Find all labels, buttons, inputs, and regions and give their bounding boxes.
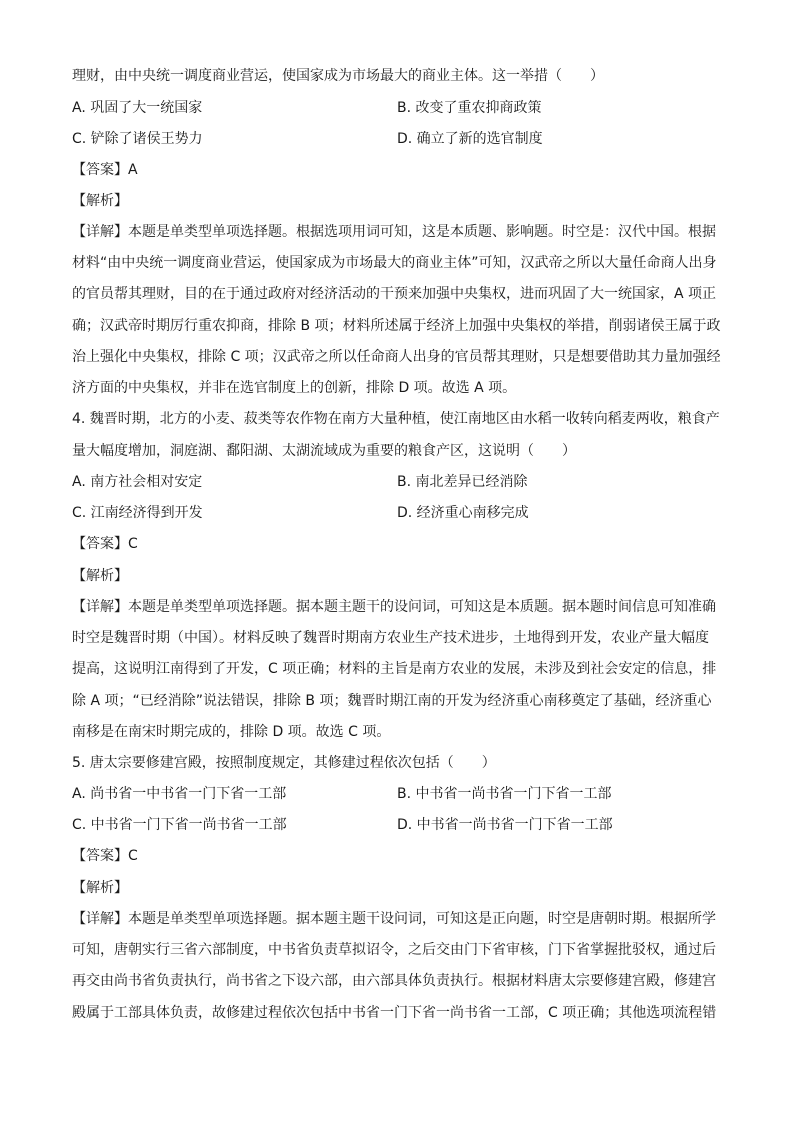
q5-option-d: D. 中书省一尚书省一门下省一工部 (397, 817, 613, 833)
q5-detail-line: 殿属于工部具体负责，故修建过程依次包括中书省一门下省一尚书省一工部，C 项正确；其他选项流程错 (72, 1005, 717, 1021)
q3-analysis-title: 【解析】 (72, 193, 128, 209)
q3-detail-line: 治上强化中央集权，排除 C 项；汉武帝之所以任命商人出身的官员帮其理财，只是想要借助其力量加强经 (72, 349, 721, 365)
q3-detail-line: 【详解】本题是单类型单项选择题。根据选项用词可知，这是本质题、影响题。时空是：汉代中国。根据 (72, 224, 716, 240)
q3-stem-tail: 理财，由中央统一调度商业营运，使国家成为市场最大的商业主体。这一举措（ ） (72, 68, 604, 84)
q5-stem: 5. 唐太宗要修建宫殿，按照制度规定，其修建过程依次包括（ ） (72, 755, 496, 771)
q3-option-d: D. 确立了新的选官制度 (397, 131, 543, 147)
q4-option-a: A. 南方社会相对安定 (72, 474, 203, 490)
q4-detail-line: 提高，这说明江南得到了开发，C 项正确；材料的主旨是南方农业的发展，未涉及到社会安定的信息，排 (72, 661, 717, 677)
q3-detail-line: 确；汉武帝时期厉行重农抑商，排除 B 项；材料所述属于经济上加强中央集权的举措，削弱诸侯王属于政 (72, 318, 721, 334)
q4-detail-line: 【详解】本题是单类型单项选择题。据本题主题干的设问词，可知这是本质题。据本题时间信息可知准确 (72, 599, 716, 615)
q4-stem-line: 量大幅度增加，洞庭湖、鄱阳湖、太湖流域成为重要的粮食产区，这说明（ ） (72, 443, 576, 459)
q5-answer: 【答案】C (72, 848, 138, 864)
q3-option-c: C. 铲除了诸侯王势力 (72, 131, 203, 147)
q4-detail-line: 南移是在南宋时期完成的，排除 D 项。故选 C 项。 (72, 724, 391, 740)
q4-option-b: B. 南北差异已经消除 (397, 474, 528, 490)
q4-analysis-title: 【解析】 (72, 568, 128, 584)
q4-option-d: D. 经济重心南移完成 (397, 505, 529, 521)
q4-option-c: C. 江南经济得到开发 (72, 505, 203, 521)
q5-detail-line: 可知，唐朝实行三省六部制度，中书省负责草拟诏令，之后交由门下省审核，门下省掌握批驳权，通过后 (72, 942, 716, 958)
q5-option-b: B. 中书省一尚书省一门下省一工部 (397, 786, 612, 802)
q5-option-c: C. 中书省一门下省一尚书省一工部 (72, 817, 287, 833)
q5-detail-line: 再交由尚书省负责执行，尚书省之下设六部，由六部具体负责执行。根据材料唐太宗要修建宫殿，修建宫 (72, 973, 716, 989)
q3-option-b: B. 改变了重农抑商政策 (397, 100, 542, 116)
q4-detail-line: 除 A 项；“已经消除”说法错误，排除 B 项；魏晋时期江南的开发为经济重心南移奠定了基础，经济重心 (72, 693, 712, 709)
q4-answer: 【答案】C (72, 536, 138, 552)
q3-detail-line: 材料“由中央统一调度商业营运，使国家成为市场最大的商业主体”可知，汉武帝之所以大量任命商人出身 (72, 255, 717, 271)
q3-detail-line: 济方面的中央集权，并非在选官制度上的创新，排除 D 项。故选 A 项。 (72, 380, 517, 396)
q5-option-a: A. 尚书省一中书省一门下省一工部 (72, 786, 287, 802)
q3-option-a: A. 巩固了大一统国家 (72, 100, 203, 116)
q4-stem-line: 4. 魏晋时期，北方的小麦、菽类等农作物在南方大量种植，使江南地区由水稻一收转向稻麦两收，粮食产 (72, 411, 720, 427)
q5-analysis-title: 【解析】 (72, 880, 128, 896)
q4-detail-line: 时空是魏晋时期（中国）。材料反映了魏晋时期南方农业生产技术进步，土地得到开发，农业产量大幅度 (72, 630, 709, 646)
q3-detail-line: 的官员帮其理财，目的在于通过政府对经济活动的干预来加强中央集权，进而巩固了大一统国家，A 项正 (72, 286, 717, 302)
q5-detail-line: 【详解】本题是单类型单项选择题。据本题主题干设问词，可知这是正向题，时空是唐朝时期。根据所学 (72, 911, 716, 927)
q3-answer: 【答案】A (72, 162, 138, 178)
